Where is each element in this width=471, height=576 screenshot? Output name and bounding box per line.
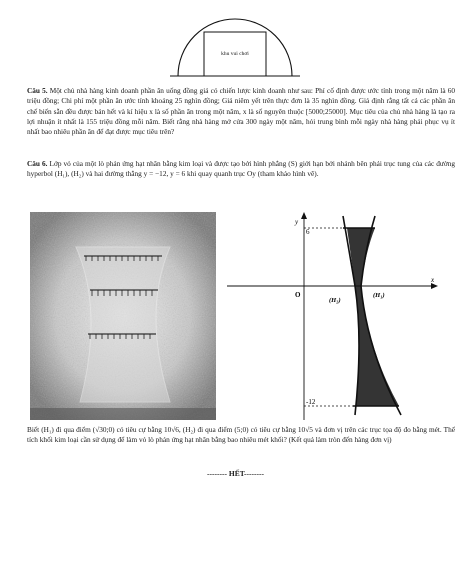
top-figure [160, 0, 310, 78]
end-marker: -------- HẾT-------- [207, 469, 264, 478]
question-6 [27, 159, 455, 180]
question-6-text: Lớp vỏ của một lò phản ứng hạt nhân bằng kim loại và được tạo bởi hình phẳng (S) giới hạn bởi nhánh bên phải trục tung của các đường hyperbol (H₁), (H₂) và hai đường thẳng y = −12, y = 6 khi quay quanh trục Oy (tham khảo hình vẽ). [27, 159, 455, 179]
question-6-followup: Biết (H₁) đi qua điểm (√30;0) có tiêu cự bằng 10√6, (H₂) đi qua điểm (5;0) có tiêu cự bằng 10√5 và đơn vị trên các trục tọa độ đo bằng mét. Thể tích khối kim loại cần sử dụng để làm vỏ lò phản ứng hạt nhân bằng bao nhiêu mét khối? (Kết quả làm tròn đến hàng đơn vị) [27, 425, 455, 445]
hyperbola-graph [225, 210, 450, 425]
y-top-tick: 6 [306, 228, 310, 236]
question-5-number: Câu 5. [27, 86, 48, 95]
y-bottom-tick: -12 [306, 398, 316, 406]
question-6-number: Câu 6. [27, 159, 48, 168]
origin-label: O [295, 291, 301, 299]
reactor-photo [30, 212, 216, 420]
semicircle-arch [178, 19, 292, 76]
y-axis-label: y [295, 218, 299, 226]
h1-label: (H₁) [373, 292, 385, 299]
play-area-label: khu vui chơi [221, 51, 249, 57]
x-axis-label: x [431, 276, 435, 284]
question-5-text: Một chủ nhà hàng kinh doanh phần ăn uống đồng giá có chiến lược kinh doanh như sau: Phí cố định được ước tính trong một năm là 60 triệu đồng; Chi phí một phần ăn ước tính khoảng 25 nghìn đồng; Giá niêm yết trên thực đơn là 35 nghìn đồng. Giả định rằng tất cả các phần ăn chế biến sẵn đều được bán hết và kí hiệu x là số phần ăn trong một năm, x là số nguyên thuộc [5000;25000]. Mục tiêu của chủ nhà hàng là tạo ra lợi nhuận ít nhất là 155 triệu đồng mỗi năm. Biết rằng nhà hàng mở cửa 300 ngày một năm, hỏi trung bình mỗi ngày nhà hàng phải phục vụ ít nhất bao nhiêu phần ăn để đạt được mục tiêu trên? [27, 86, 456, 137]
question-5 [27, 86, 455, 137]
h2-label: (H₂) [329, 297, 341, 304]
